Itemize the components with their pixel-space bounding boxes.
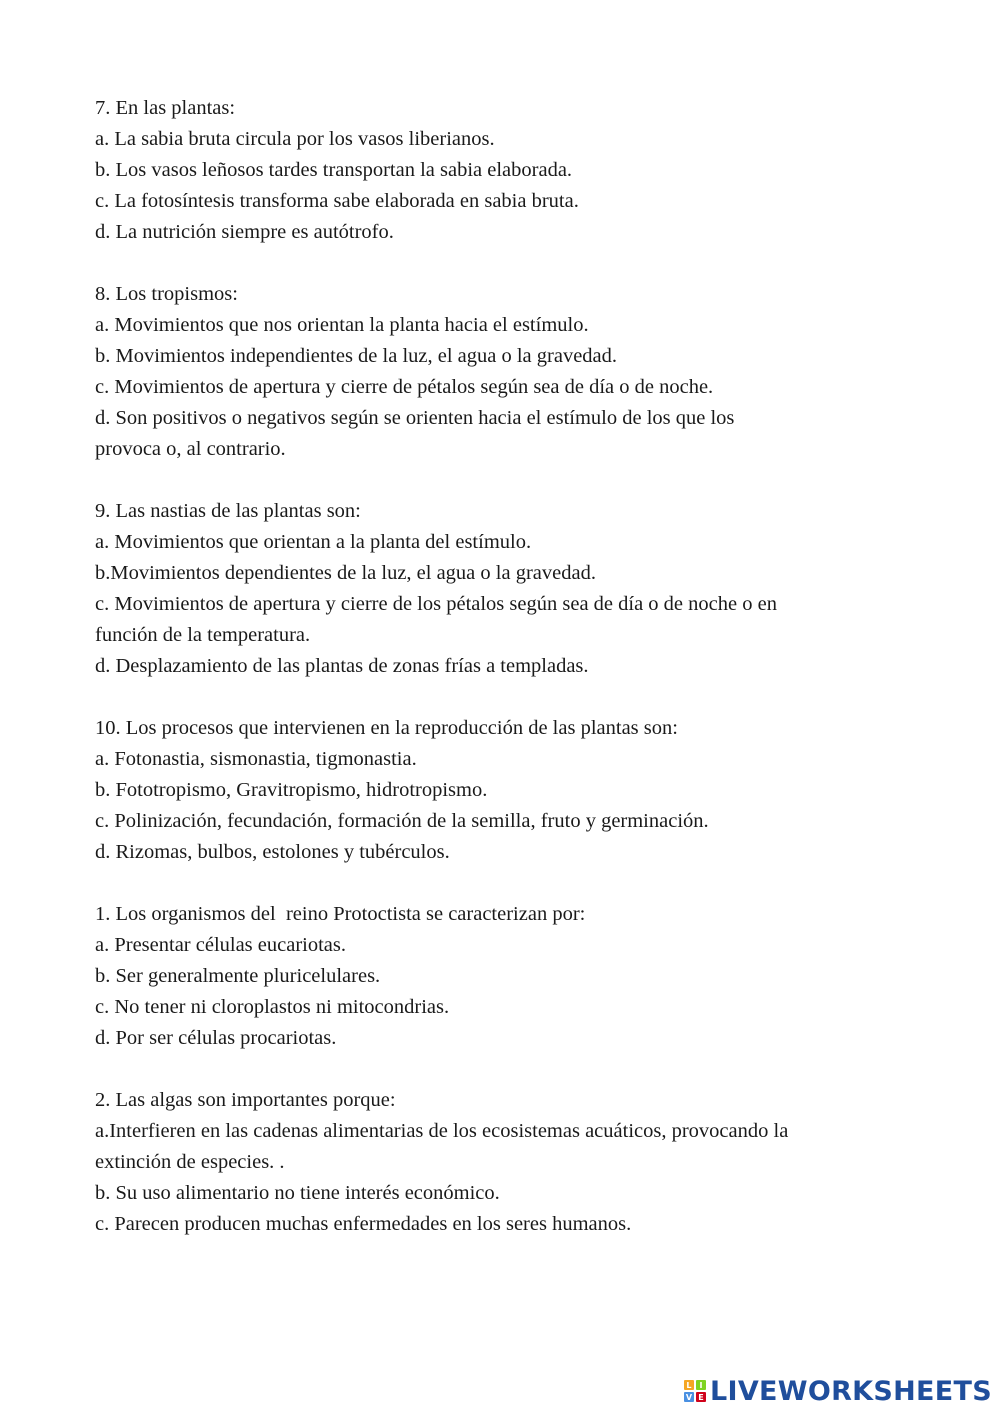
question-title: 8. Los tropismos: <box>95 283 238 305</box>
question-title: 9. Las nastias de las plantas son: <box>95 500 361 522</box>
answer-option: d. Son positivos o negativos según se orienten hacia el estímulo de los que los <box>95 407 735 429</box>
question-8 <box>95 279 915 465</box>
answer-option: c. Movimientos de apertura y cierre de los pétalos según sea de día o de noche o en <box>95 593 777 615</box>
logo-mark-icon <box>684 1380 706 1402</box>
question-9 <box>95 496 915 682</box>
question-10 <box>95 713 915 868</box>
answer-option: a. Movimientos que nos orientan la planta hacia el estímulo. <box>95 314 589 336</box>
answer-option: a. La sabia bruta circula por los vasos liberianos. <box>95 128 495 150</box>
question-1 <box>95 899 915 1054</box>
answer-option: a. Fotonastia, sismonastia, tigmonastia. <box>95 748 417 770</box>
answer-option: b. Su uso alimentario no tiene interés económico. <box>95 1182 500 1204</box>
answer-option-continuation: extinción de especies. . <box>95 1151 285 1173</box>
answer-option-continuation: provoca o, al contrario. <box>95 438 286 460</box>
question-title: 10. Los procesos que intervienen en la reproducción de las plantas son: <box>95 717 678 739</box>
answer-option: b. Los vasos leñosos tardes transportan la sabia elaborada. <box>95 159 573 181</box>
answer-option: c. Parecen producen muchas enfermedades en los seres humanos. <box>95 1213 632 1235</box>
question-title: 2. Las algas son importantes porque: <box>95 1089 396 1111</box>
logo-tile: E <box>696 1392 706 1402</box>
question-title: 1. Los organismos del reino Protoctista se caracterizan por: <box>95 903 586 925</box>
answer-option: d. Desplazamiento de las plantas de zonas frías a templadas. <box>95 655 589 677</box>
question-2 <box>95 1085 915 1240</box>
logo-tile: V <box>685 1392 693 1402</box>
answer-option: a. Movimientos que orientan a la planta del estímulo. <box>95 531 532 553</box>
answer-option: d. Rizomas, bulbos, estolones y tubérculos. <box>95 841 450 863</box>
answer-option: b.Movimientos dependientes de la luz, el agua o la gravedad. <box>95 562 596 584</box>
logo-text: LIVEWORKSHEETS <box>709 1375 992 1407</box>
question-7 <box>95 93 915 248</box>
answer-option: b. Movimientos independientes de la luz, el agua o la gravedad. <box>95 345 618 367</box>
answer-option: a. Presentar células eucariotas. <box>95 934 347 956</box>
answer-option: b. Ser generalmente pluricelulares. <box>95 965 381 987</box>
answer-option: c. Movimientos de apertura y cierre de pétalos según sea de día o de noche. <box>95 376 714 398</box>
answer-option: c. La fotosíntesis transforma sabe elaborada en sabia bruta. <box>95 190 579 212</box>
answer-option: b. Fototropismo, Gravitropismo, hidrotropismo. <box>95 779 488 801</box>
logo-tile: I <box>696 1380 706 1390</box>
answer-option: c. Polinización, fecundación, formación de la semilla, fruto y germinación. <box>95 810 709 832</box>
question-title: 7. En las plantas: <box>95 97 236 119</box>
answer-option: a.Interfieren en las cadenas alimentarias de los ecosistemas acuáticos, provocando la <box>95 1120 789 1142</box>
answer-option-continuation: función de la temperatura. <box>95 624 311 646</box>
answer-option: c. No tener ni cloroplastos ni mitocondrias. <box>95 996 450 1018</box>
worksheet-page <box>95 93 915 1271</box>
answer-option: d. Por ser células procariotas. <box>95 1027 337 1049</box>
answer-option: d. La nutrición siempre es autótrofo. <box>95 221 394 243</box>
logo-tile: L <box>684 1380 694 1390</box>
liveworksheets-logo[interactable] <box>684 1375 992 1407</box>
